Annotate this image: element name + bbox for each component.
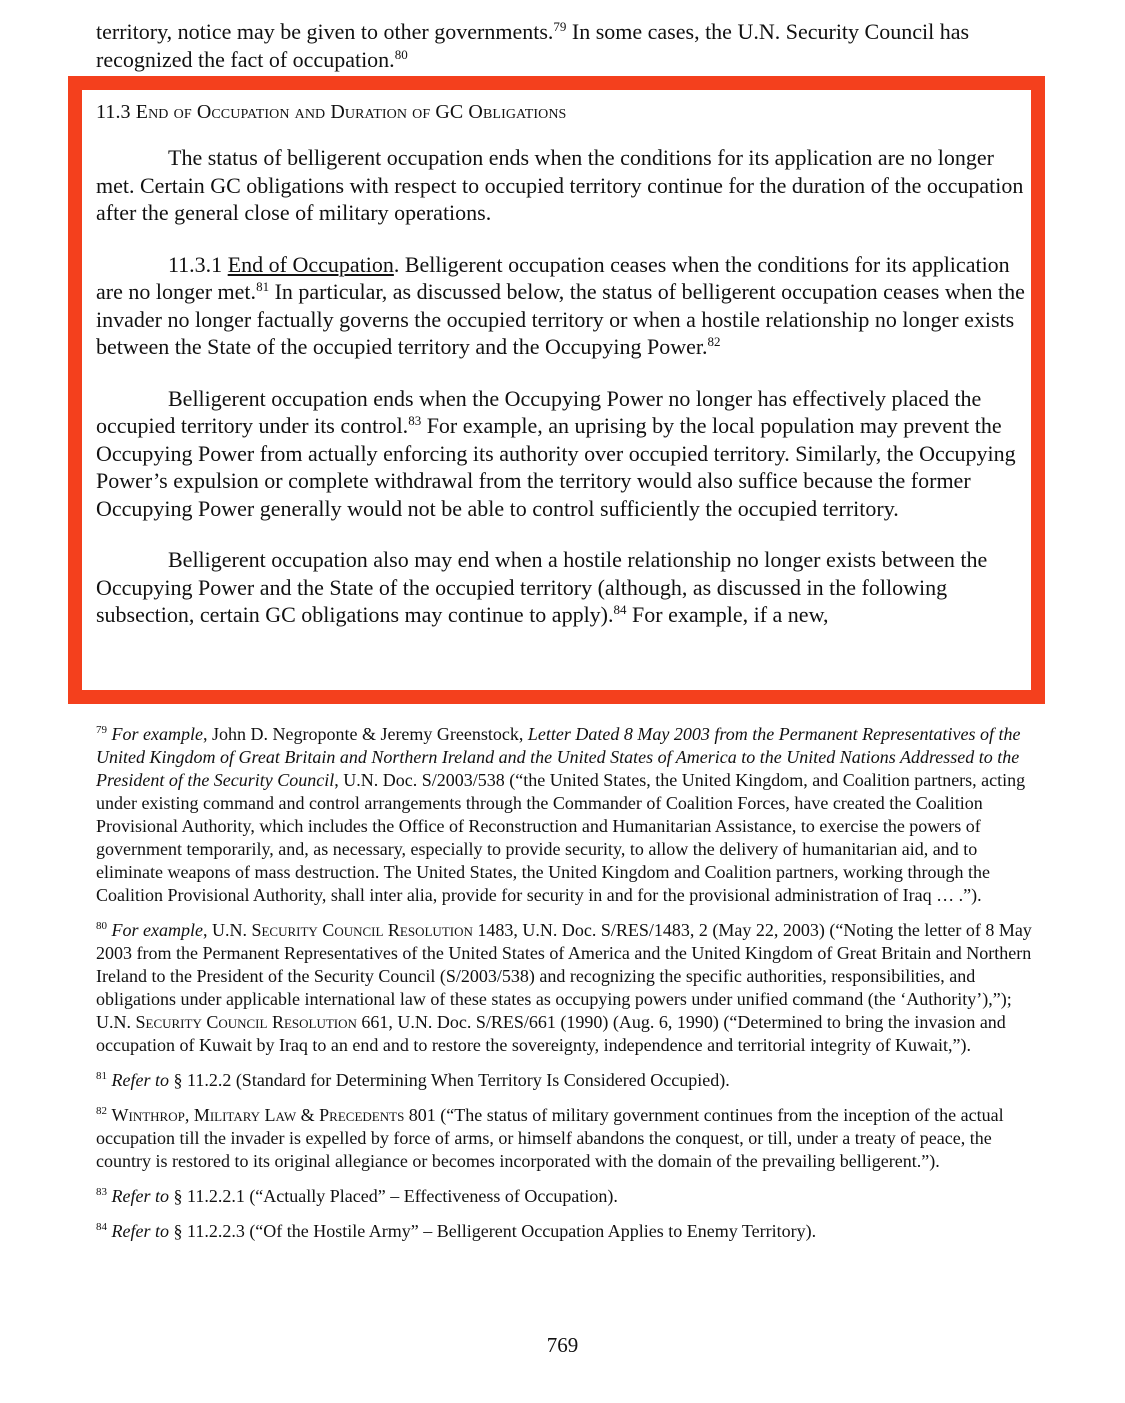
subsection-paragraph-1: 11.3.1 End of Occupation. Belligerent occupation ceases when the conditions for its application are no longer met.$^{81}$ In particular, as discussed below, the status of belligerent occupation ceases when the invader no longer factually governs the occupied territory or when a hostile relationship no longer exists between the State of the occupied territory and the Occupying Power.$^{82}$	[96, 251, 1025, 359]
footnote-82: $^{82}$ Winthrop, Military Law & Precedents 801 (“The status of military government continues from the inception of the actual occupation till the invader is expelled by force of arms, or himself abandons the conquest, or till, under a treaty of peace, the country is restored to its original allegiance or becomes incorporated with the domain of the prevailing belligerent.”).	[96, 1105, 1004, 1171]
footnote-ref-79[interactable]: 79	[553, 19, 567, 34]
section-heading	[96, 101, 1036, 124]
footnote-number: 84	[96, 1221, 107, 1233]
footnote-ref-81[interactable]: 81	[256, 279, 270, 294]
footnote-81: $^{81}$ Refer to § 11.2.2 (Standard for Determining When Territory Is Considered Occupied).	[96, 1070, 730, 1090]
subsection-title: End of Occupation	[227, 251, 394, 277]
footnote-ref-80[interactable]: 80	[394, 46, 408, 62]
footnote-number: 82	[96, 1105, 107, 1117]
body-text-top	[96, 18, 1036, 73]
section-title: End of Occupation and Duration of GC Obligations	[135, 101, 567, 123]
subsection-paragraph-3: Belligerent occupation also may end when a hostile relationship no longer exists between the Occupying Power and the State of the occupied territory (although, as discussed in the following subsection, certain GC obligations may continue to apply).$^{84}$ For example, if a new,	[96, 547, 988, 627]
subsection-number: 11.3.1	[168, 251, 223, 277]
footnote-80: $^{80}$ For example, U.N. Security Council Resolution 1483, U.N. Doc. S/RES/1483, 2 (May 22, 2003) (“Noting the letter of 8 May 2003 from the Permanent Representatives of the United States of America and the United Kingdom of Great Britain and Northern Ireland to the President of the Security Council (S/2003/538) and recognizing the specific authorities, responsibilities, and obligations under applicable international law of these states as occupying powers under unified command (the ‘Authority’),”); U.N. Security Council Resolution 661, U.N. Doc. S/RES/661 (1990) (Aug. 6, 1990) (“Determined to bring the invasion and occupation of Kuwait by Iraq to an end and to restore the sovereignty, independence and territorial integrity of Kuwait,”).	[96, 920, 1032, 1055]
section-intro-paragraph: The status of belligerent occupation ends when the conditions for its application are no longer met. Certain GC obligations with respect to occupied territory continue for the duration of the occupation after the general close of military operations.	[96, 145, 1024, 225]
footnotes	[96, 723, 1041, 1255]
footnote-ref-84[interactable]: 84	[613, 602, 627, 617]
footnote-ref-83[interactable]: 83	[408, 413, 422, 428]
footnote-number: 80	[96, 920, 107, 932]
footnote-79: $^{79}$ For example, John D. Negroponte & Jeremy Greenstock, Letter Dated 8 May 2003 from the Permanent Representatives of the United Kingdom of Great Britain and Northern Ireland and the United States of America to the United Nations Addressed to the President of the Security Council, U.N. Doc. S/2003/538 (“the United States, the United Kingdom, and Coalition partners, acting under existing command and control arrangements through the Commander of Coalition Forces, have created the Coalition Provisional Authority, which includes the Office of Reconstruction and Humanitarian Assistance, to exercise the powers of government temporarily, and, as necessary, especially to provide security, to allow the delivery of humanitarian aid, and to eliminate weapons of mass destruction. The United States, the United Kingdom and Coalition partners, working through the Coalition Provisional Authority, shall inter alia, provide for security in and for the provisional administration of Iraq … .”).	[96, 724, 1026, 905]
page-number: 769	[546, 1333, 579, 1357]
footnote-84: $^{84}$ Refer to § 11.2.2.3 (“Of the Hostile Army” – Belligerent Occupation Applies to Enemy Territory).	[96, 1221, 817, 1241]
footnote-number: 79	[96, 724, 107, 736]
footnote-number: 83	[96, 1186, 107, 1198]
highlighted-section	[96, 101, 1036, 629]
footnote-number: 81	[96, 1070, 107, 1082]
footnote-83: $^{83}$ Refer to § 11.2.2.1 (“Actually Placed” – Effectiveness of Occupation).	[96, 1186, 618, 1206]
footnote-ref-82[interactable]: 82	[707, 334, 721, 349]
carryover-paragraph: territory, notice may be given to other governments.$^{79}$ In some cases, the U.N. Security Council has recognized the fact of occupation.$^{80}$	[96, 19, 970, 72]
subsection-paragraph-2: Belligerent occupation ends when the Occupying Power no longer has effectively placed the occupied territory under its control.$^{83}$ For example, an uprising by the local population may prevent the Occupying Power from actually enforcing its authority over occupied territory. Similarly, the Occupying Power’s expulsion or complete withdrawal from the territory would also suffice because the former Occupying Power generally would not be able to control sufficiently the occupied territory.	[96, 385, 1016, 521]
section-number: 11.3	[96, 101, 131, 123]
